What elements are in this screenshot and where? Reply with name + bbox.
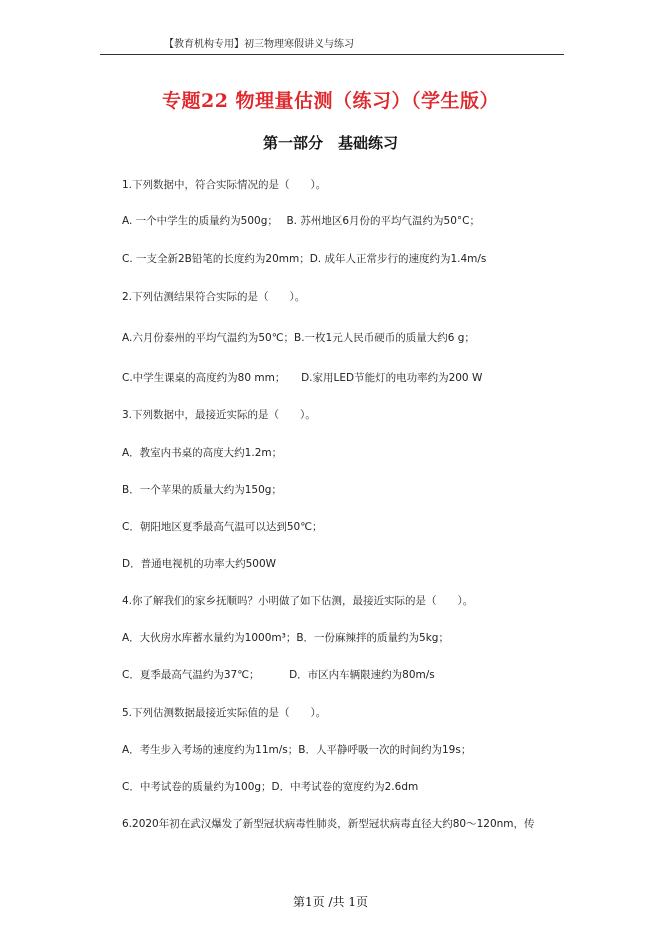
question-3-option-a: A．教室内书桌的高度大约1.2m；: [122, 447, 283, 459]
question-1-stem: 1.下列数据中，符合实际情况的是（ ）。: [122, 179, 327, 191]
question-3-option-c: C．朝阳地区夏季最高气温可以达到50℃；: [122, 521, 323, 533]
question-4-stem: 4.你了解我们的家乡抚顺吗？小明做了如下估测，最接近实际的是（ ）。: [122, 595, 474, 607]
question-5-options-ab: A．考生步入考场的速度约为11m/s；B．人平静呼吸一次的时间约为19s；: [122, 744, 472, 756]
page-footer: 第1页 /共 1页: [293, 895, 368, 909]
section-heading: 第一部分 基础练习: [262, 134, 398, 152]
question-1-options-cd: C. 一支全新2B铅笔的长度约为20mm；D. 成年人正常步行的速度约为1.4m/s: [122, 253, 487, 265]
question-2-options-cd: C.中学生课桌的高度约为80 mm； D.家用LED节能灯的电功率约为200 W: [122, 372, 483, 384]
question-5-stem: 5.下列估测数据最接近实际值的是（ ）。: [122, 707, 327, 719]
question-6-stem: 6.2020年初在武汉爆发了新型冠状病毒性肺炎，新型冠状病毒直径大约80～120nm，传: [122, 818, 535, 830]
document-title: 专题22 物理量估测（练习）（学生版）: [161, 90, 500, 112]
question-2-stem: 2.下列估测结果符合实际的是（ ）。: [122, 291, 306, 303]
question-4-options-ab: A．大伙房水库蓄水量约为1000m³；B．一份麻辣拌的质量约为5kg；: [122, 632, 449, 644]
header-rule: [100, 54, 564, 55]
question-4-options-cd: C．夏季最高气温约为37℃； D．市区内车辆限速约为80m/s: [122, 669, 435, 681]
question-5-options-cd: C．中考试卷的质量约为100g；D．中考试卷的宽度约为2.6dm: [122, 781, 419, 793]
question-2-options-ab: A.六月份泰州的平均气温约为50℃；B.一枚1元人民币硬币的质量大约6 g；: [122, 332, 475, 344]
question-3-stem: 3.下列数据中，最接近实际的是（ ）。: [122, 409, 316, 421]
question-3-option-b: B．一个苹果的质量大约为150g；: [122, 484, 282, 496]
question-3-option-d: D．普通电视机的功率大约500W: [122, 558, 277, 570]
header-text: 【教育机构专用】初三物理寒假讲义与练习: [164, 39, 354, 50]
question-1-options-ab: A. 一个中学生的质量约为500g； B. 苏州地区6月份的平均气温约为50°C；: [122, 215, 480, 227]
